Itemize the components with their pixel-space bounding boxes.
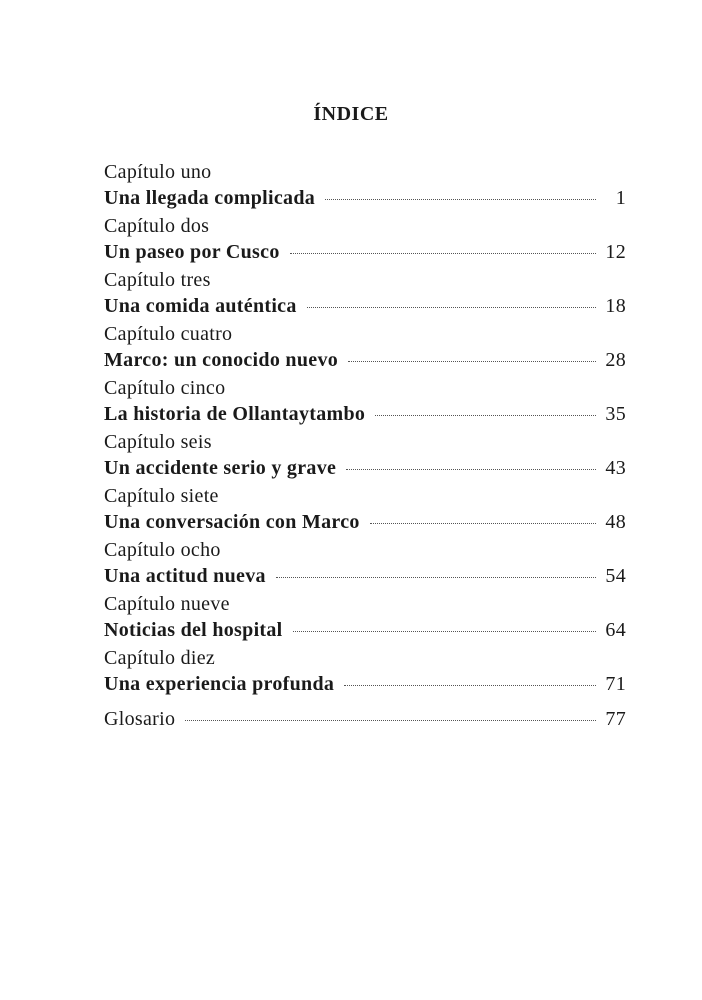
page-number: 77: [605, 708, 626, 730]
chapter-label: Capítulo cuatro: [104, 323, 233, 345]
chapter-title: Un accidente serio y grave: [104, 457, 337, 479]
page-number: 43: [605, 457, 626, 479]
page-number: 64: [605, 619, 626, 641]
toc-entry-glossary[interactable]: [104, 706, 626, 733]
dot-leader: [185, 720, 596, 721]
dot-leader: [307, 307, 596, 308]
chapter-label: Capítulo ocho: [104, 539, 221, 561]
chapter-label: Capítulo cinco: [104, 377, 226, 399]
page-number: 12: [605, 241, 626, 263]
table-of-contents: [104, 160, 626, 733]
chapter-label: Capítulo diez: [104, 647, 216, 669]
dot-leader: [344, 685, 596, 686]
toc-entry[interactable]: [104, 646, 626, 700]
chapter-label: Capítulo siete: [104, 485, 219, 507]
chapter-label: Capítulo seis: [104, 431, 212, 453]
page-title: ÍNDICE: [313, 103, 389, 125]
chapter-title: Noticias del hospital: [104, 619, 283, 641]
chapter-title: Una experiencia profunda: [104, 673, 335, 695]
page-number: 71: [605, 673, 626, 695]
dot-leader: [325, 199, 596, 200]
toc-entry[interactable]: [104, 268, 626, 322]
chapter-title: La historia de Ollantaytambo: [104, 403, 366, 425]
toc-entry[interactable]: [104, 538, 626, 592]
dot-leader: [348, 361, 596, 362]
dot-leader: [293, 631, 596, 632]
page-number: 1: [615, 187, 626, 209]
page-number: 28: [605, 349, 626, 371]
dot-leader: [375, 415, 596, 416]
page-number: 48: [605, 511, 626, 533]
toc-entry[interactable]: [104, 322, 626, 376]
chapter-title: Un paseo por Cusco: [104, 241, 280, 263]
chapter-label: Capítulo nueve: [104, 593, 230, 615]
chapter-title: Una conversación con Marco: [104, 511, 360, 533]
toc-entry[interactable]: [104, 376, 626, 430]
dot-leader: [370, 523, 596, 524]
dot-leader: [346, 469, 596, 470]
chapter-label: Capítulo tres: [104, 269, 211, 291]
chapter-title: Marco: un conocido nuevo: [104, 349, 339, 371]
page-number: 35: [605, 403, 626, 425]
toc-entry[interactable]: [104, 484, 626, 538]
chapter-label: Capítulo uno: [104, 161, 212, 183]
dot-leader: [290, 253, 596, 254]
toc-entry[interactable]: [104, 214, 626, 268]
dot-leader: [276, 577, 596, 578]
chapter-title: Una llegada complicada: [104, 187, 316, 209]
chapter-label: Capítulo dos: [104, 215, 210, 237]
toc-entry[interactable]: [104, 592, 626, 646]
chapter-title: Una comida auténtica: [104, 295, 297, 317]
chapter-title: Una actitud nueva: [104, 565, 266, 587]
toc-entry[interactable]: [104, 430, 626, 484]
toc-entry[interactable]: [104, 160, 626, 214]
glossary-label: Glosario: [104, 708, 176, 730]
page-number: 54: [605, 565, 626, 587]
page-number: 18: [605, 295, 626, 317]
